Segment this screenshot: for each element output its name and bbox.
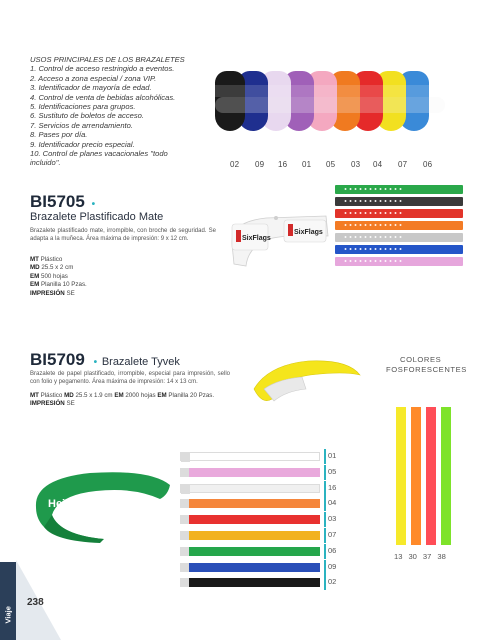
tyvek-separator (324, 528, 326, 543)
fluorescent-strip (441, 407, 451, 545)
band-front-strip (215, 97, 445, 113)
band-code: 05 (326, 160, 336, 169)
yellow-tyvek-band-image (248, 355, 364, 413)
fan-band (335, 221, 463, 230)
band-code: 02 (230, 160, 240, 169)
spec-row: EM Planilla 10 Pzas. (30, 281, 87, 289)
tyvek-separator (324, 512, 326, 527)
spec-row: IMPRESIÓN SE (30, 400, 75, 408)
spec-row: IMPRESIÓN SE (30, 289, 75, 297)
fan-band (335, 185, 463, 194)
tyvek-code: 16 (328, 482, 337, 492)
tyvek-band (180, 578, 320, 587)
uses-item: 10. Control de planes vacacionales "todo (30, 149, 168, 159)
fan-band (335, 257, 463, 266)
tyvek-separator (324, 465, 326, 480)
tyvek-code: 01 (328, 451, 337, 460)
product-title-bi5709 (30, 350, 180, 370)
section-tab (0, 562, 16, 640)
spec-row: MT Plástico MD 25.5 x 1.9 cm EM 2000 hojas EM Planilla 20 Pzas. (30, 392, 215, 399)
band-code: 04 (373, 160, 383, 169)
uses-item: 7. Servicios de arrendamiento. (30, 120, 133, 130)
tyvek-band (180, 531, 320, 540)
fan-band (335, 209, 463, 218)
fan-band (335, 245, 463, 254)
product-name-bi5709: Brazalete Tyvek (101, 356, 180, 368)
tyvek-code: 09 (328, 561, 337, 571)
heineken-logo-text: Heineken (126, 497, 171, 508)
fluorescent-bands (392, 407, 462, 547)
product-code: BI5709 (30, 350, 85, 369)
fluorescent-title-line2: FOSFORESCENTES (386, 365, 467, 374)
product-title-bi5705 (30, 192, 95, 212)
spec-row: EM 500 hojas (30, 272, 68, 280)
tyvek-code: 05 (328, 466, 337, 476)
title-bullet: • (93, 357, 98, 368)
band-color-swatches (215, 65, 445, 155)
tyvek-separator (324, 496, 326, 511)
uses-heading: USOS PRINCIPALES DE LOS BRAZALETES (30, 55, 185, 64)
tyvek-band (180, 515, 320, 524)
tyvek-band (180, 452, 320, 461)
fluorescent-title-line1: COLORES (400, 355, 442, 364)
tyvek-separator (324, 560, 326, 575)
uses-item: 5. Identificaciones para grupos. (30, 102, 136, 112)
tyvek-separator (324, 575, 326, 590)
uses-item: 9. Identificador precio especial. (30, 139, 135, 149)
band-code: 03 (351, 160, 361, 169)
tyvek-band (180, 484, 320, 493)
fluorescent-strip (396, 407, 406, 545)
spec-row: MT Plástico (30, 256, 63, 263)
tyvek-code: 02 (328, 577, 337, 587)
uses-item: 3. Identificador de mayoría de edad. (30, 83, 152, 93)
logo-text: SixFlags (294, 229, 323, 236)
logo-text: SixFlags (242, 235, 271, 242)
tyvek-code: 07 (328, 530, 337, 539)
band-code: 06 (423, 160, 433, 169)
band-code: 16 (278, 160, 288, 169)
sixflags-wristband-image (226, 200, 334, 274)
uses-item: 4. Control de venta de bebidas alcohólicas. (30, 92, 176, 102)
tyvek-band (180, 547, 320, 556)
fan-band (335, 233, 463, 242)
heineken-tyvek-band-image (30, 455, 176, 545)
fluorescent-strip (411, 407, 421, 545)
tyvek-band (180, 499, 320, 508)
title-bullet: • (91, 199, 96, 210)
fluorescent-codes (394, 552, 452, 561)
product-name-bi5705: Brazalete Plastificado Mate (30, 211, 164, 223)
uses-item: 6. Sustituto de boletos de acceso. (30, 111, 144, 121)
tyvek-separator (324, 481, 326, 496)
page-number: 238 (27, 597, 44, 608)
tyvek-band (180, 468, 320, 477)
product-description-bi5705: Brazalete plastificado mate, irrompible, con broche de seguridad. Se adapta a la muñeca. Área máxima de impresión: 9 x 12 cm. (30, 228, 216, 242)
product-specs-bi5709 (30, 392, 214, 409)
product-description-bi5709: Brazalete de papel plastificado, irrompible, especial para impresión, sello con folio y pegamento. Área máxima de impresión: 14 x 13 cm. (30, 371, 230, 385)
tyvek-code: 03 (328, 514, 337, 524)
tyvek-separator (324, 544, 326, 559)
uses-list (30, 55, 200, 168)
heineken-logo-text: Heineken (48, 498, 97, 510)
fluorescent-strip (426, 407, 436, 545)
band-code: 07 (398, 160, 408, 169)
spec-row: MD 25.5 x 2 cm (30, 264, 74, 272)
tyvek-code: 06 (328, 545, 337, 555)
fluorescent-code: 38 (437, 552, 446, 561)
uses-item: 1. Control de acceso restringido a eventos. (30, 64, 175, 74)
fluorescent-code: 13 (394, 552, 403, 561)
tyvek-band (180, 563, 320, 572)
bi5705-color-fan (335, 185, 470, 280)
band-code: 09 (255, 160, 265, 169)
uses-item: 8. Pases por día. (30, 130, 88, 140)
product-specs-bi5705 (30, 256, 87, 298)
product-code: BI5705 (30, 192, 85, 211)
tyvek-code: 04 (328, 498, 337, 508)
uses-item: incluido". (30, 158, 61, 168)
fluorescent-code: 37 (422, 552, 432, 561)
fan-band (335, 197, 463, 206)
section-label: Viaje (3, 606, 13, 624)
fluorescent-code: 30 (408, 552, 417, 561)
uses-item: 2. Acceso a zona especial / zona VIP. (30, 73, 157, 83)
band-code: 01 (302, 160, 312, 169)
tyvek-separator (324, 449, 326, 464)
